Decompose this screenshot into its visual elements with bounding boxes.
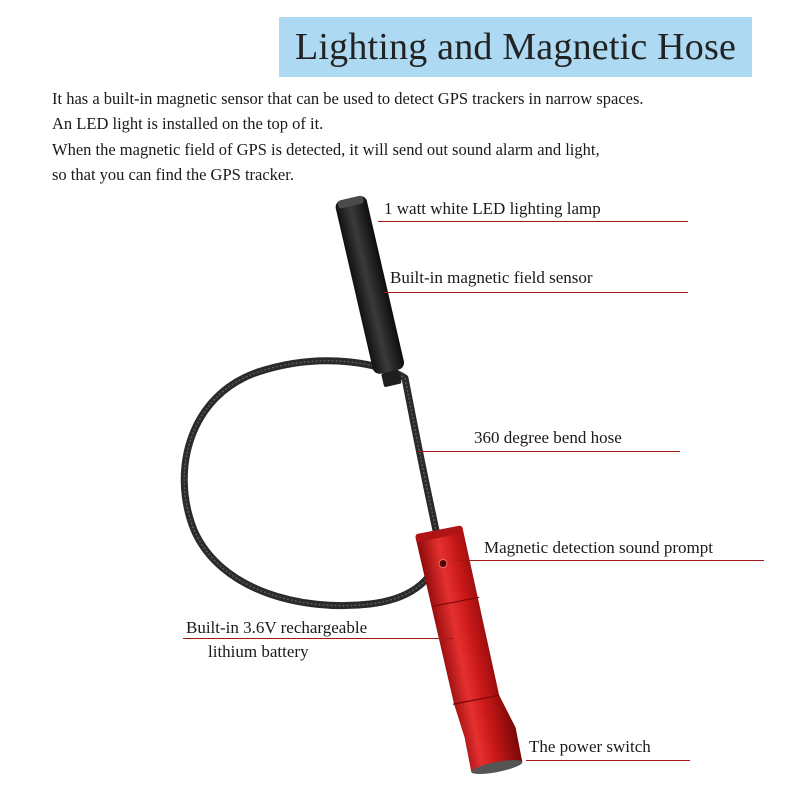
page-title: Lighting and Magnetic Hose [294, 26, 737, 68]
callout-line-hose [418, 451, 680, 452]
description-line: When the magnetic field of GPS is detected, it will send out sound alarm and light, [52, 139, 600, 159]
callout-line-battery [183, 638, 453, 639]
callout-hose: 360 degree bend hose [474, 428, 622, 447]
callout-line-sensor [384, 292, 688, 293]
callout-line-power [526, 760, 690, 761]
callout-sensor: Built-in magnetic field sensor [390, 268, 593, 287]
callout-line-led [378, 221, 688, 222]
callout-power-switch: The power switch [529, 737, 651, 756]
hose [184, 361, 438, 606]
callout-led-lamp: 1 watt white LED lighting lamp [384, 199, 601, 218]
description-line: It has a built-in magnetic sensor that can be used to detect GPS trackers in narrow spaces. [52, 89, 644, 108]
description-line: so that you can find the GPS tracker. [52, 164, 294, 184]
callout-line-sound [458, 560, 764, 561]
callout-battery-line2: lithium battery [208, 642, 309, 661]
description-line: An LED light is installed on the top of it. [52, 114, 324, 134]
callout-sound: Magnetic detection sound prompt [484, 538, 713, 557]
callout-battery-line1: Built-in 3.6V rechargeable [186, 618, 368, 637]
